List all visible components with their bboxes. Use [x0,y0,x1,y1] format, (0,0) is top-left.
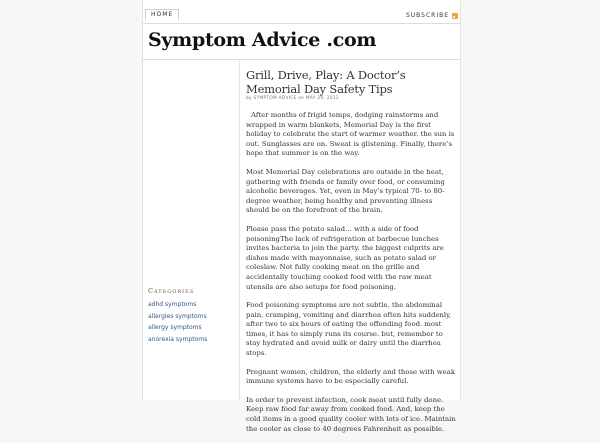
page-container [142,0,461,433]
post-paragraph: Most Memorial Day celebrations are outside in the heat, gathering with friends or family over food, or consuming alcoholic beverages. Yet, even in May’s typical 70- to 80-degree weather, being healthy and preventing illness should be on the forefront of the brain. [246,167,445,215]
post-title[interactable]: Grill, Drive, Play: A Doctor’s Memorial Day Safety Tips [246,68,406,96]
category-link[interactable]: allergies symptoms [148,312,207,320]
rss-icon [452,13,458,19]
post-meta-prefix: by [246,96,252,101]
category-link[interactable]: allergy symptoms [148,324,202,331]
post-paragraph: Pregnant women, children, the elderly and those with weak immune systems have to be especially careful. [246,367,456,386]
post-meta-on: on [298,96,305,101]
category-link[interactable]: anorexia symptoms [148,335,208,343]
post-author[interactable]: SYMPTOM ADVICE [253,96,297,101]
category-link[interactable]: adhd symptoms [148,301,197,308]
top-navigation [143,8,460,24]
post-paragraph: Food poisoning symptoms are not subtle. the abdominal pain, cramping, vomiting and diarrhea often hits suddenly, after two to six hours of eating the offending food. most times, it has to simply runs its course. but, remember to stay hydrated and avoid milk or dairy until the diarrhea stops. [246,301,452,358]
subscribe-link[interactable] [406,12,458,19]
sidebar [143,60,240,400]
post-paragraph: After months of frigid temps, dodging rainstorms and wrapped in warm blankets, Memorial Day is the first holiday to celebrate the start of warmer weather. the sun is out. Sunglasses are on. Sweat is glistening. Finally, there’s hope that summer is on the way. [246,111,455,158]
post-date: MAY 29, 2012 [305,96,339,101]
post-meta [246,96,456,101]
post-paragraph: In order to prevent infection, cook meat until fully done. Keep raw food far away from cooked food. And, keep the cold items in a good quality cooler with lots of ice. Maintain the cooler as close to 40 degrees Fahrenheit as possible. [246,395,456,433]
categories-list [148,299,207,345]
post-article [246,68,456,443]
post-body [246,111,456,434]
subscribe-label: SUBSCRIBE [405,12,449,19]
post-paragraph: Please pass the potato salad… with a side of food poisoningThe lack of refrigeration at barbecue lunches invites bacteria to join the party. the biggest culprits are dishes made with mayonnaise, such as potato salad or coleslaw. Not fully cooking meat on the grille and accidentally touching cooked food with the raw meat utensils are also setups for food poisoning. [246,224,444,291]
site-title[interactable]: Symptom Advice .com [148,29,377,51]
nav-home-link[interactable]: HOME [145,9,179,20]
categories-heading: Categories [148,287,195,295]
